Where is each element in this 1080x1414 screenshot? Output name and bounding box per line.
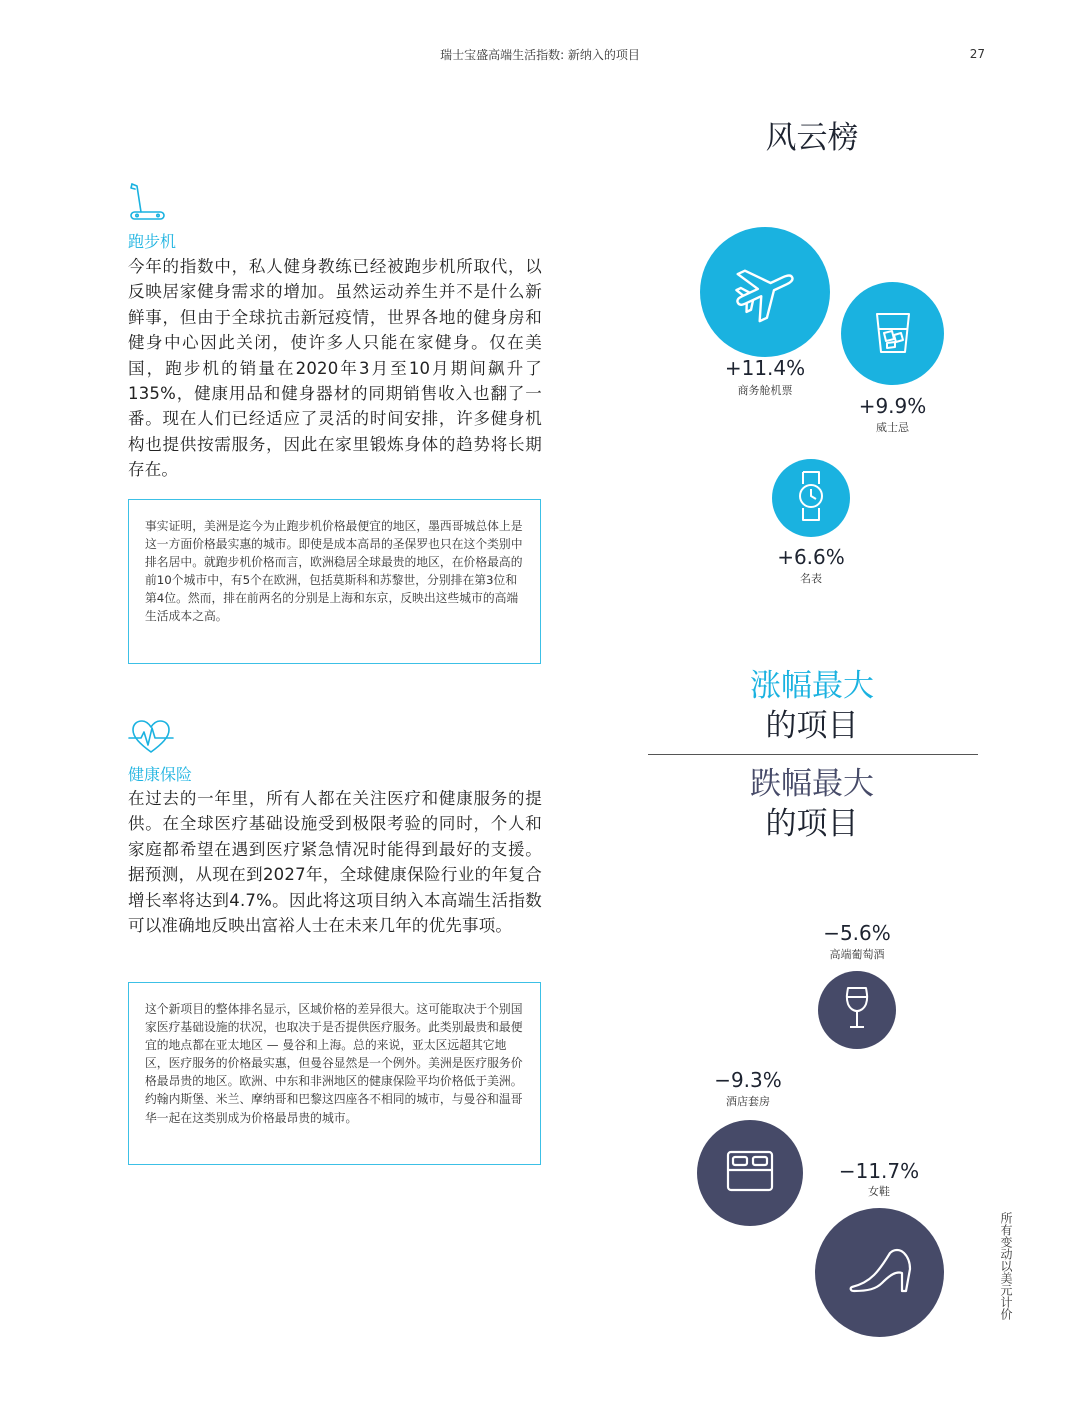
treadmill-note-text: 事实证明，美洲是迄今为止跑步机价格最便宜的地区，墨西哥城总体上是这一方面价格最实惠的城市。即使是成本高昂的圣保罗也只在这个类别中排名居中。就跑步机价格而言，欧洲稳居全球最贵的地区，在价格最高的前10个城市中，有5个在欧洲，包括莫斯科和苏黎世，分别排在第3位和第4位。然而，排在前两名的分别是上海和东京，反映出这些城市的高端生活成本之高。 [145,519,523,624]
biggest-gainers-heading-line2: 的项目 [765,708,859,744]
gainer-change-airplane: +11.4% [724,356,806,380]
biggest-gainers-heading-line1: 涨幅最大 [750,668,874,704]
biggest-losers-heading-line2: 的项目 [765,806,859,842]
biggest-losers-heading [690,764,934,844]
biggest-gainers-heading [690,666,934,746]
health-insurance-note-box [128,982,541,1165]
gainer-change-whisky: +9.9% [858,394,927,418]
gainer-label-watch: 名表 [800,572,822,585]
loser-label-heel: 女鞋 [868,1185,890,1198]
airplane-icon [725,250,805,334]
currency-footnote: 所有变动以美元计价 [999,1212,1013,1320]
gainer-circle-whisky [841,282,944,385]
high-heel-icon [844,1241,916,1305]
treadmill-note-box [128,499,541,664]
treadmill-body: 今年的指数中，私人健身教练已经被跑步机所取代，以反映居家健身需求的增加。虽然运动养生并不是什么新鲜事，但由于全球抗击新冠疫情，世界各地的健身房和健身中心因此关闭，使许多人只能在家健身。仅在美国，跑步机的销量在2020年3月至10月期间飙升了135%，健康用品和健身器材的同期销售收入也翻了一番。现在人们已经适应了灵活的时间安排，许多健身机构也提供按需服务，因此在家里锻炼身体的趋势将长期存在。 [128,257,542,480]
health-insurance-body: 在过去的一年里，所有人都在关注医疗和健康服务的提供。在全球医疗基础设施受到极限考验的同时，个人和家庭都希望在遇到医疗紧急情况时能得到最好的支援。据预测，从现在到2027年，全球健康保险行业的年复合增长率将达到4.7%。因此将这项目纳入本高端生活指数可以准确地反映出富裕人士在未来几年的优先事项。 [128,789,542,936]
gainer-circle-watch [772,459,850,537]
loser-circle-wine [818,971,896,1049]
gainer-label-airplane: 商务舱机票 [737,384,793,397]
health-insurance-note-text: 这个新项目的整体排名显示，区域价格的差异很大。这可能取决于个别国家医疗基础设施的状况，也取决于是否提供医疗服务。此类别最贵和最便宜的地点都在亚太地区 — 曼谷和上海。总的来说，亚太区远超其它地区，医疗服务的价格最实惠，但曼谷显然是一个例外。美洲是医疗服务价格最昂贵的地区。欧洲、中东和非洲地区的健康保险平均价格低于美洲。约翰内斯堡、米兰、摩纳哥和巴黎这四座各不相同的城市，与曼谷和温哥华一起在这类别成为价格最昂贵的城市。 [145,1002,523,1125]
loser-change-bed: −9.3% [714,1068,782,1092]
loser-circle-bed [697,1120,803,1226]
running-header: 瑞士宝盛高端生活指数: 新纳入的项目 [440,48,640,62]
whisky-glass-icon [868,307,918,361]
wine-glass-icon [837,984,877,1036]
page-number: 27 [969,47,985,61]
loser-label-wine: 高端葡萄酒 [829,948,885,961]
treadmill-title: 跑步机 [128,232,177,251]
wristwatch-icon [788,468,834,528]
board-title: 风云榜 [765,120,859,156]
bed-icon [723,1146,777,1200]
loser-circle-heel [815,1208,944,1337]
biggest-losers-heading-line1: 跌幅最大 [750,766,874,802]
heading-divider [648,754,978,755]
gainer-label-whisky: 威士忌 [876,421,909,434]
health-insurance-title: 健康保险 [128,765,193,784]
loser-change-wine: −5.6% [823,921,891,945]
gainer-circle-airplane [700,227,830,357]
treadmill-icon [128,182,168,222]
loser-change-heel: −11.7% [838,1159,920,1183]
gainer-change-watch: +6.6% [777,545,845,569]
loser-label-bed: 酒店套房 [726,1095,770,1108]
heart-pulse-icon [128,718,174,756]
